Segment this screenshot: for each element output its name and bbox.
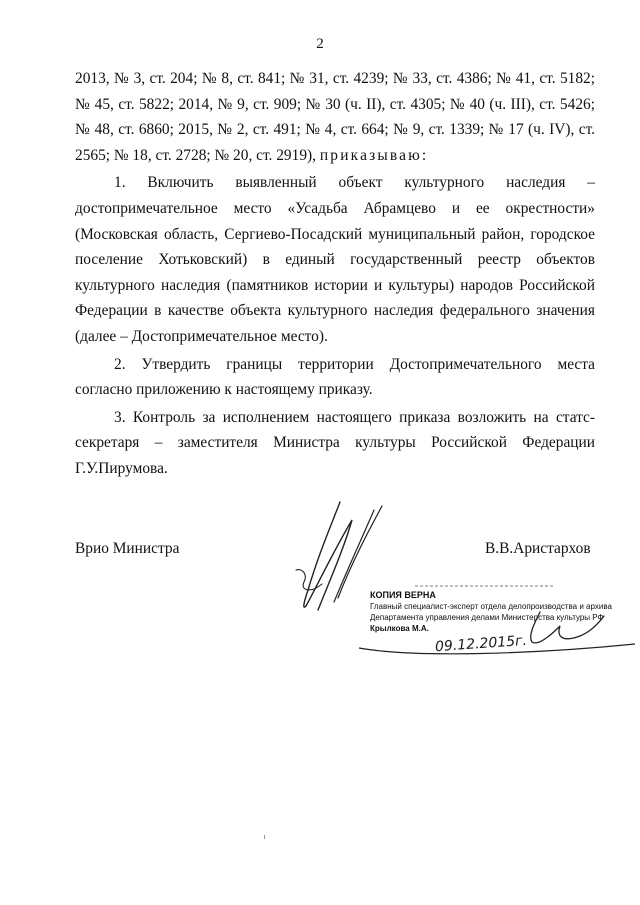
order-item-2: 2. Утвердить границы территории Достопримечательного места согласно приложению к настоящему приказу. <box>75 355 595 399</box>
stamp-handwritten-date: 09.12.2015г. <box>434 632 528 656</box>
signatory-title: Врио Министра <box>75 540 180 557</box>
stamp-department-line: Департамента управления делами Министерства культуры РФ <box>370 613 604 622</box>
legal-references-paragraph <box>75 66 595 168</box>
page-number: 2 <box>316 36 324 52</box>
stamp-position-line: Главный специалист-эксперт отдела делопроизводства и архива <box>370 602 612 611</box>
scan-speck <box>264 835 265 839</box>
order-word: приказываю: <box>319 146 429 164</box>
signatory-name: В.В.Аристархов <box>485 540 591 557</box>
legal-references-text: 2013, № 3, ст. 204; № 8, ст. 841; № 31, ст. 4239; № 33, ст. 4386; № 41, ст. 5182; № 45, ст. 5822; 2014, № 9, ст. 909; № 30 (ч. II), ст. 4305; № 40 (ч. III), ст. 5426; № 48, ст. 6860; 2015, № 2, ст. 491; № 4, ст. 664; № 9, ст. 1339; № 17 (ч. IV), ст. 2565; № 18, ст. 2728; № 20, ст. 2919), <box>75 70 595 164</box>
stamp-heading: КОПИЯ ВЕРНА <box>370 590 436 600</box>
stamp-initial-signature <box>520 606 610 656</box>
stamp-official-name: Крылкова М.А. <box>370 624 429 633</box>
order-item-3: 3. Контроль за исполнением настоящего приказа возложить на статс-секретаря – заместителя Министра культуры Российской Федерации Г.У.Пирумова. <box>75 408 595 477</box>
order-body <box>75 66 595 482</box>
order-item-1: 1. Включить выявленный объект культурного наследия – достопримечательное место «Усадьба Абрамцево и ее окрестности» (Московская область, Сергиево-Посадский муниципальный район, городское поселение Хотьковский) в единый государственный реестр объектов культурного наследия (памятников истории и культуры) народов Российской Федерации в качестве объекта культурного наследия федерального значения (далее – Достопримечательное место). <box>75 174 595 345</box>
